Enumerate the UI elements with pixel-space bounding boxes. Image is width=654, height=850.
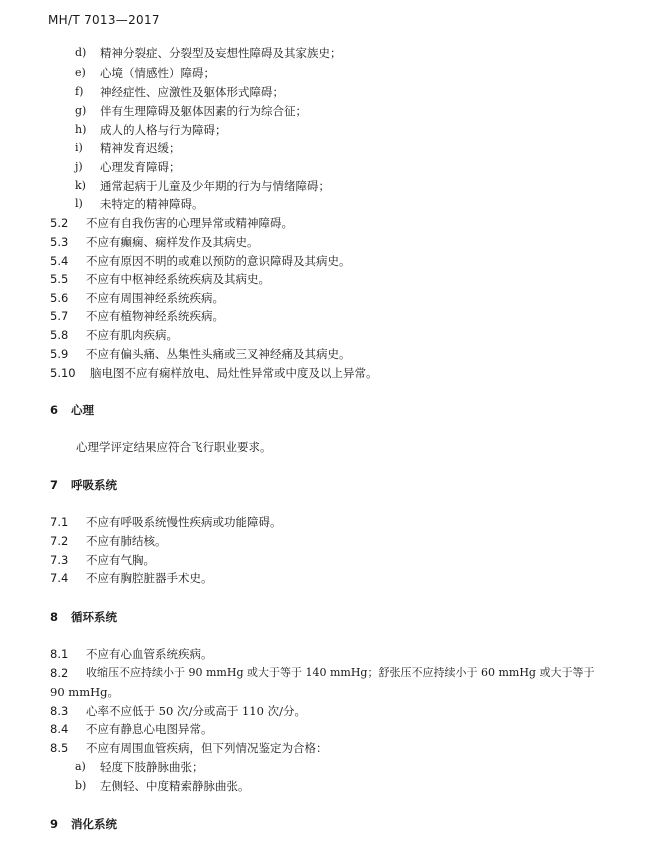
list-text: 神经症性、应激性及躯体形式障碍； bbox=[100, 85, 284, 99]
list-text: 轻度下肢静脉曲张； bbox=[100, 760, 204, 774]
clause-number: 8.4 bbox=[50, 722, 69, 736]
list-text: 未特定的精神障碍。 bbox=[100, 197, 204, 211]
clause-number: 5.5 bbox=[50, 272, 69, 286]
clause-text: 不应有胸腔脏器手术史。 bbox=[86, 571, 213, 585]
paragraph-text: 心理学评定结果应符合飞行职业要求。 bbox=[76, 440, 272, 454]
clause-number: 7.3 bbox=[50, 553, 69, 567]
clause-number: 8.5 bbox=[50, 741, 69, 755]
list-text: 精神分裂症、分裂型及妄想性障碍及其家族史； bbox=[100, 46, 342, 60]
clause-text: 不应有肺结核。 bbox=[86, 534, 167, 548]
clause-text: 不应有呼吸系统慢性疾病或功能障碍。 bbox=[86, 515, 282, 529]
clause-text: 不应有自我伤害的心理异常或精神障碍。 bbox=[86, 216, 293, 230]
clause-number: 7.1 bbox=[50, 515, 69, 529]
clause-number: 5.6 bbox=[50, 291, 69, 305]
clause-text: 不应有偏头痛、丛集性头痛或三叉神经痛及其病史。 bbox=[86, 347, 351, 361]
list-text: 伴有生理障碍及躯体因素的行为综合征； bbox=[100, 104, 307, 118]
list-letter: b) bbox=[75, 779, 87, 792]
clause-number: 7.4 bbox=[50, 571, 69, 585]
clause-number: 5.10 bbox=[50, 366, 76, 380]
clause-number: 8.3 bbox=[50, 704, 69, 718]
clause-number: 5.3 bbox=[50, 235, 69, 249]
list-letter: i) bbox=[75, 141, 83, 154]
clause-text: 不应有中枢神经系统疾病及其病史。 bbox=[86, 272, 270, 286]
clause-text: 不应有植物神经系统疾病。 bbox=[86, 309, 224, 323]
clause-text: 不应有静息心电图异常。 bbox=[86, 722, 213, 736]
clause-text: 不应有周围神经系统疾病。 bbox=[86, 291, 224, 305]
standard-code-header: MH/T 7013—2017 bbox=[48, 13, 160, 27]
list-letter: j) bbox=[75, 160, 83, 173]
list-text: 精神发育迟缓； bbox=[100, 141, 181, 155]
section-title: 消化系统 bbox=[71, 817, 117, 831]
section-number: 6 bbox=[50, 403, 59, 417]
clause-text: 心率不应低于 50 次/分或高于 110 次/分。 bbox=[86, 704, 306, 718]
clause-text: 不应有气胸。 bbox=[86, 553, 155, 567]
clause-number: 5.7 bbox=[50, 309, 69, 323]
section-number: 8 bbox=[50, 610, 59, 624]
clause-number: 5.9 bbox=[50, 347, 69, 361]
section-title: 循环系统 bbox=[71, 610, 117, 624]
section-title: 心理 bbox=[71, 403, 94, 417]
section-title: 呼吸系统 bbox=[71, 478, 117, 492]
clause-number: 8.2 bbox=[50, 666, 69, 680]
list-letter: f) bbox=[75, 85, 84, 98]
list-text: 通常起病于儿童及少年期的行为与情绪障碍； bbox=[100, 179, 330, 193]
list-letter: k) bbox=[75, 179, 86, 192]
list-text: 心境（情感性）障碍； bbox=[100, 66, 215, 80]
clause-text: 不应有癫痫、痫样发作及其病史。 bbox=[86, 235, 259, 249]
list-letter: e) bbox=[75, 66, 86, 79]
list-letter: d) bbox=[75, 46, 87, 59]
clause-text: 脑电图不应有痫样放电、局灶性异常或中度及以上异常。 bbox=[90, 366, 378, 380]
clause-text-continued: 90 mmHg。 bbox=[50, 685, 119, 699]
section-number: 7 bbox=[50, 478, 59, 492]
clause-text: 不应有肌肉疾病。 bbox=[86, 328, 178, 342]
clause-text: 收缩压不应持续小于 90 mmHg 或大于等于 140 mmHg；舒张压不应持续小于 60 mmHg 或大于等于 bbox=[86, 666, 595, 679]
clause-number: 8.1 bbox=[50, 647, 69, 661]
clause-text: 不应有原因不明的或难以预防的意识障碍及其病史。 bbox=[86, 254, 351, 268]
list-letter: g) bbox=[75, 104, 87, 117]
list-letter: l) bbox=[75, 197, 83, 210]
clause-number: 5.2 bbox=[50, 216, 69, 230]
list-text: 心理发育障碍； bbox=[100, 160, 181, 174]
clause-text: 不应有周围血管疾病，但下列情况鉴定为合格： bbox=[86, 741, 328, 755]
clause-number: 5.8 bbox=[50, 328, 69, 342]
clause-number: 7.2 bbox=[50, 534, 69, 548]
list-letter: h) bbox=[75, 123, 87, 136]
clause-number: 5.4 bbox=[50, 254, 69, 268]
list-letter: a) bbox=[75, 760, 86, 773]
list-text: 左侧轻、中度精索静脉曲张。 bbox=[100, 779, 250, 793]
section-number: 9 bbox=[50, 817, 59, 831]
clause-text: 不应有心血管系统疾病。 bbox=[86, 647, 213, 661]
list-text: 成人的人格与行为障碍； bbox=[100, 123, 227, 137]
